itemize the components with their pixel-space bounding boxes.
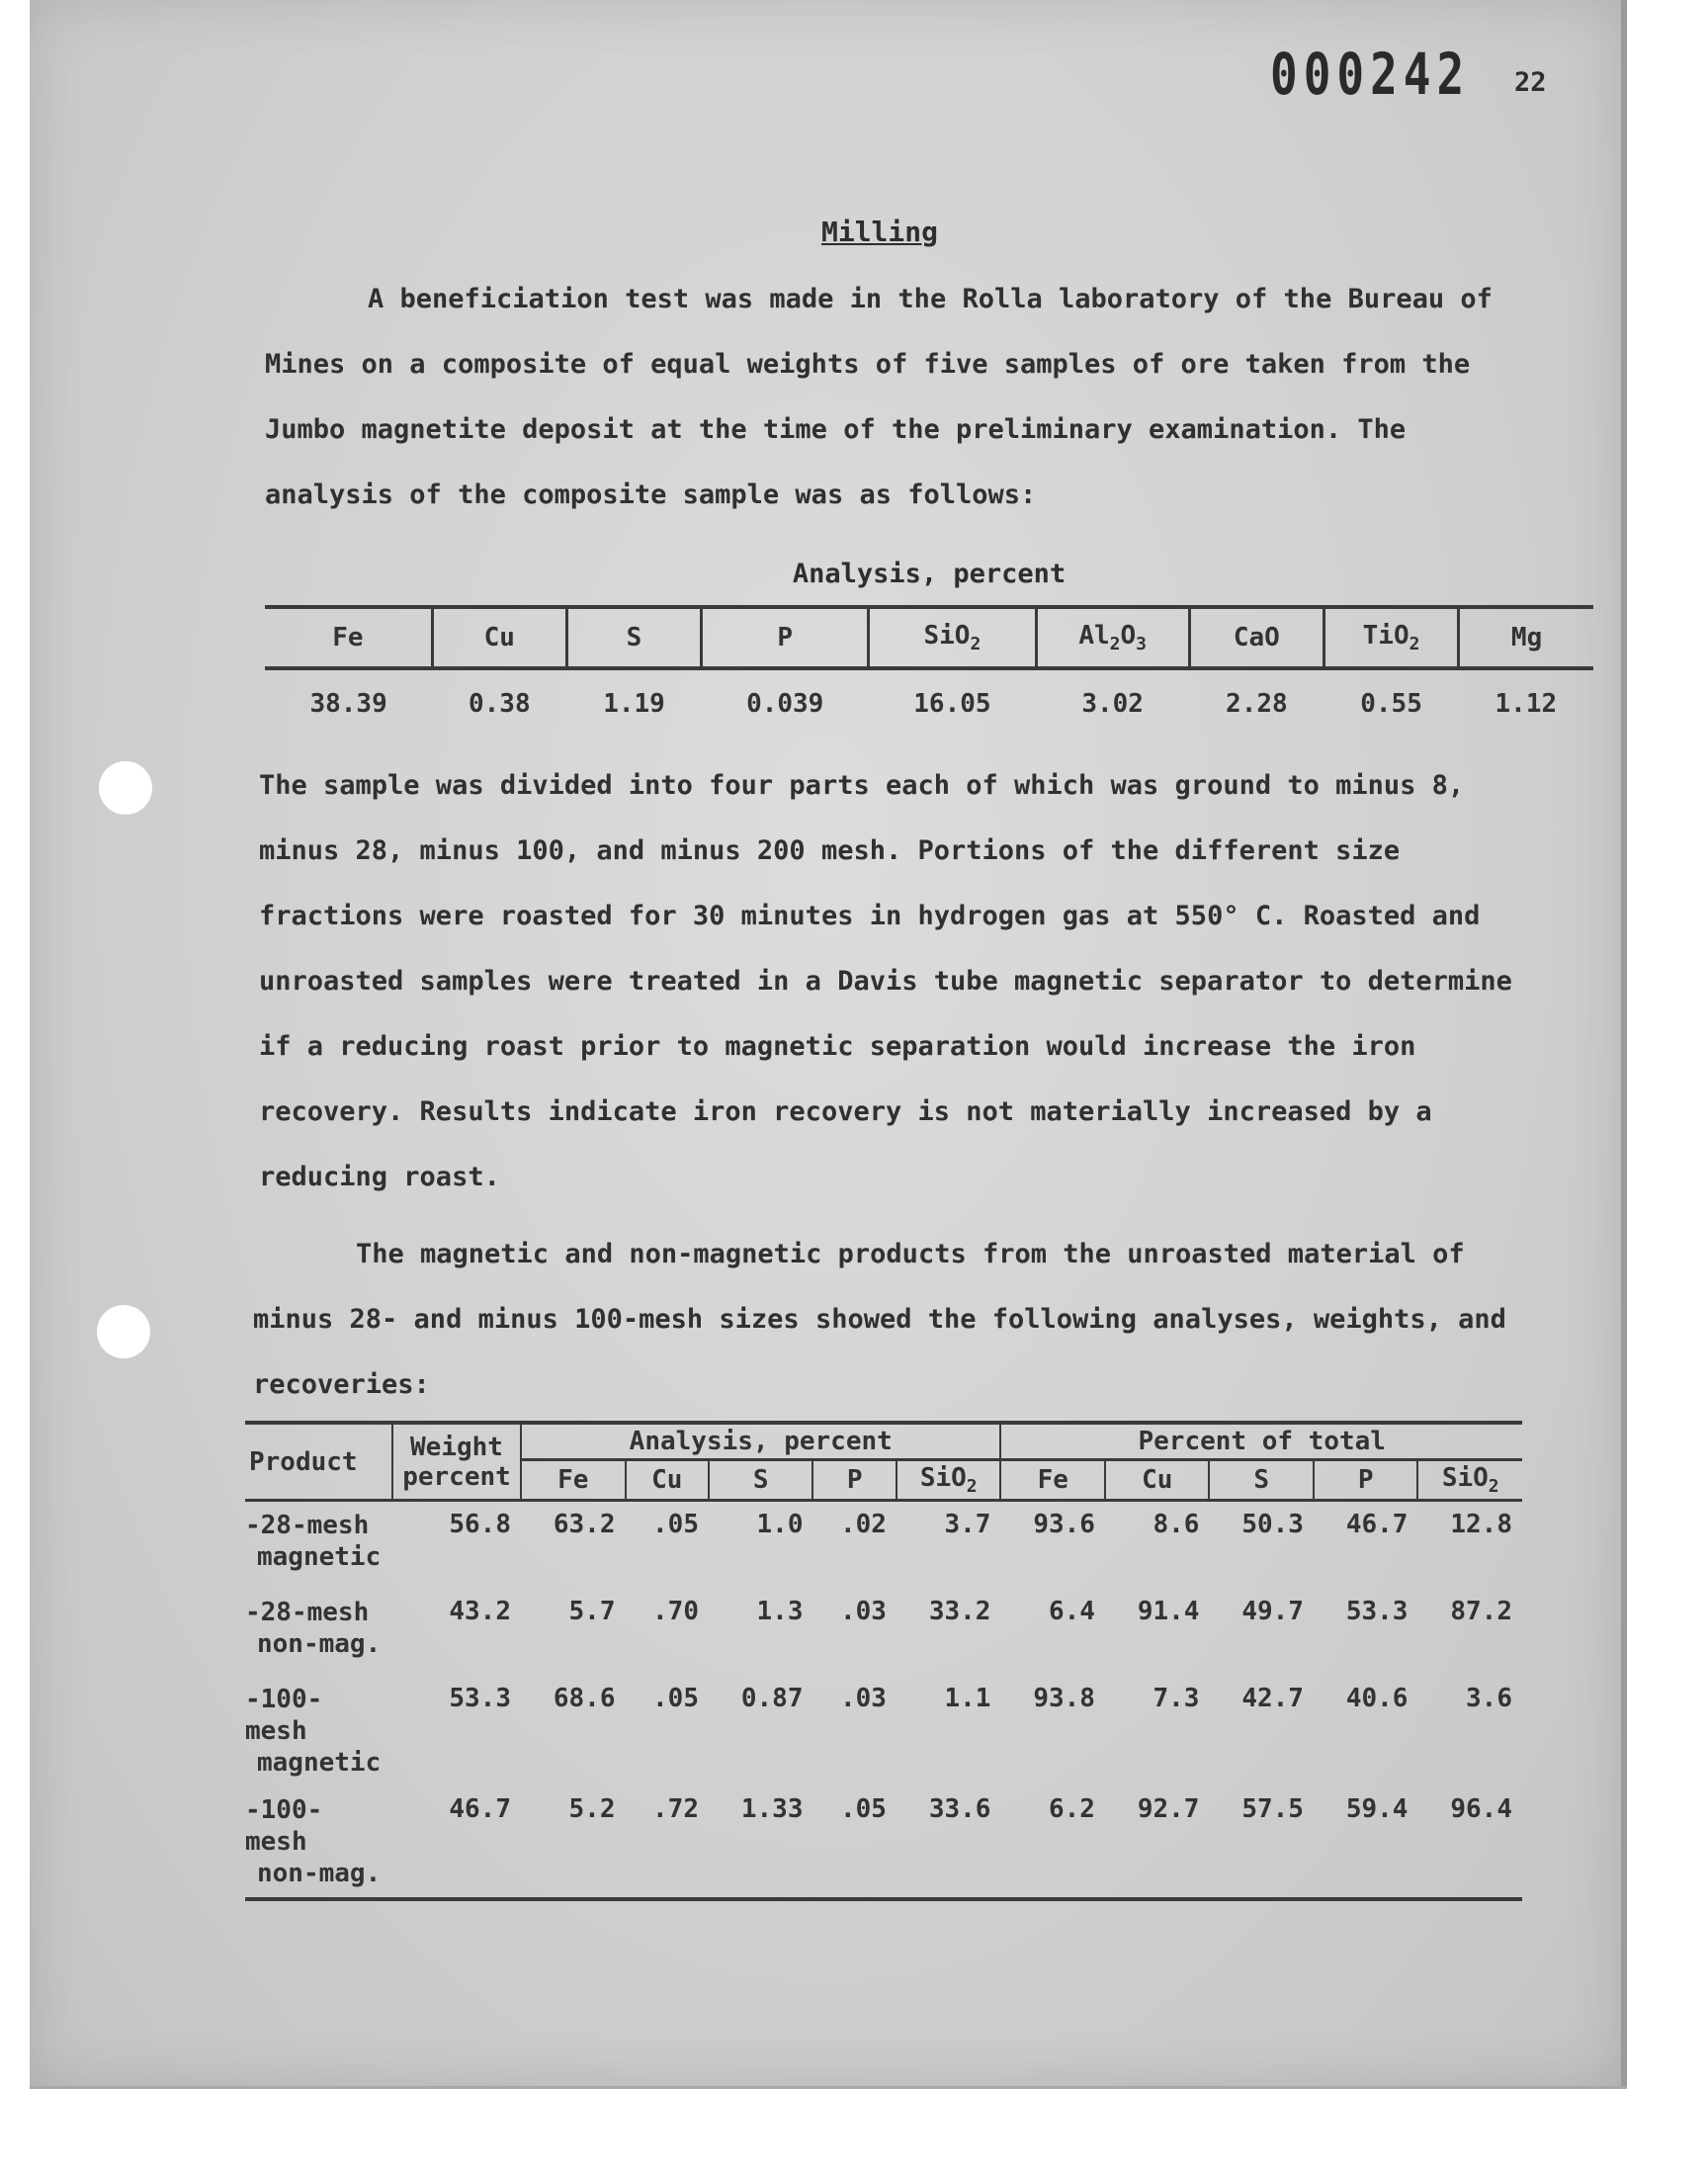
- analysis-header-0: Fe: [265, 607, 432, 668]
- analysis-header-8: Mg: [1459, 607, 1593, 668]
- analysis-header-3: P: [702, 607, 869, 668]
- analysis-header-6: CaO: [1189, 607, 1324, 668]
- analysis-col-cu: Cu: [626, 1460, 709, 1501]
- analysis-col-sio: SiO$_2$: [897, 1460, 1001, 1501]
- table-row: [245, 1589, 1522, 1676]
- analysis-value-2: 1.19: [603, 689, 665, 719]
- section-heading: Milling: [820, 216, 938, 248]
- total-cell: 87.2: [1450, 1597, 1512, 1627]
- analysis-header-sub: 2: [970, 634, 982, 655]
- analysis-header-7: TiO$_2$: [1324, 607, 1458, 668]
- total-cell: 91.4: [1137, 1597, 1200, 1627]
- product-type: magnetic: [257, 1748, 382, 1779]
- weight-cell: 53.3: [449, 1684, 511, 1714]
- product-cell: [245, 1501, 392, 1590]
- col-sub: 2: [966, 1476, 978, 1498]
- page-edge-bottom: [30, 2086, 1627, 2089]
- product-type: magnetic: [257, 1542, 382, 1573]
- header-product: Product: [245, 1423, 392, 1501]
- total-col-s: S: [1209, 1460, 1314, 1501]
- total-cell: 93.6: [1033, 1510, 1095, 1540]
- page-number: 22: [1514, 67, 1547, 98]
- total-cell: 96.4: [1450, 1794, 1512, 1825]
- total-cell: 3.6: [1466, 1684, 1512, 1714]
- header-analysis-percent: Analysis, percent: [521, 1423, 1000, 1460]
- header-percent-of-total: Percent of total: [1000, 1423, 1522, 1460]
- total-col-sio: SiO$_2$: [1417, 1460, 1522, 1501]
- analysis-cell: .03: [840, 1684, 887, 1714]
- analysis-cell: .70: [652, 1597, 699, 1627]
- analysis-cell: .02: [840, 1510, 887, 1540]
- paragraph-products-text: The magnetic and non-magnetic products from the unroasted material of minus 28- and minus 100-mesh sizes showed the following analyses, weights, and recoveries:: [253, 1239, 1506, 1400]
- products-header-row-1: [245, 1423, 1522, 1460]
- col-sub: 2: [1488, 1476, 1499, 1498]
- total-col-p: P: [1314, 1460, 1418, 1501]
- analysis-cell: .03: [840, 1597, 887, 1627]
- analysis-cell: .72: [652, 1794, 699, 1825]
- analysis-cell: 68.6: [553, 1684, 616, 1714]
- product-name: -100-mesh: [245, 1795, 323, 1858]
- product-name: -100-mesh: [245, 1685, 323, 1747]
- analysis-cell: .05: [652, 1510, 699, 1540]
- binder-hole-bottom: [97, 1305, 150, 1358]
- analysis-cell: 1.3: [756, 1597, 804, 1627]
- composite-analysis-caption: Analysis, percent: [792, 559, 1067, 589]
- analysis-header-1: Cu: [432, 607, 566, 668]
- analysis-cell: 3.7: [944, 1510, 991, 1540]
- product-type: non-mag.: [257, 1859, 382, 1889]
- total-cell: 42.7: [1241, 1684, 1304, 1714]
- analysis-cell: 5.7: [568, 1597, 616, 1627]
- total-cell: 12.8: [1450, 1510, 1512, 1540]
- paragraph-intro: [265, 267, 1520, 528]
- analysis-value-1: 0.38: [468, 689, 531, 719]
- products-table-body: [245, 1501, 1522, 1900]
- analysis-cell: 0.87: [740, 1684, 804, 1714]
- analysis-value-3: 0.039: [746, 689, 824, 719]
- analysis-col-fe: Fe: [521, 1460, 626, 1501]
- product-cell: [245, 1786, 392, 1899]
- products-analysis-table: [245, 1421, 1522, 1901]
- weight-cell: 56.8: [449, 1510, 511, 1540]
- analysis-col-s: S: [709, 1460, 813, 1501]
- paragraph-intro-text: A beneficiation test was made in the Rolla laboratory of the Bureau of Mines on a composite of equal weights of five samples of ore taken from the Jumbo magnetite deposit at the time of the preliminary examination. The analysis of the composite sample was as follows:: [265, 284, 1493, 510]
- table-row: [245, 1676, 1522, 1786]
- paragraph-products: [253, 1222, 1528, 1418]
- product-type: non-mag.: [257, 1629, 382, 1660]
- analysis-cell: 5.2: [568, 1794, 616, 1825]
- analysis-cell: .05: [840, 1794, 887, 1825]
- analysis-cell: 1.1: [944, 1684, 991, 1714]
- product-cell: [245, 1589, 392, 1676]
- analysis-value-4: 16.05: [913, 689, 991, 719]
- total-col-cu: Cu: [1105, 1460, 1210, 1501]
- total-cell: 49.7: [1241, 1597, 1304, 1627]
- header-weight-percent: Weight percent: [392, 1423, 521, 1501]
- analysis-cell: 63.2: [553, 1510, 616, 1540]
- analysis-header-5: $Al_2O_3$: [1036, 607, 1189, 668]
- analysis-value-5: 3.02: [1081, 689, 1144, 719]
- product-name: -28-mesh: [245, 1511, 370, 1541]
- composite-analysis-table: [265, 605, 1593, 738]
- total-cell: 93.8: [1033, 1684, 1095, 1714]
- analysis-col-p: P: [812, 1460, 896, 1501]
- analysis-cell: .05: [652, 1684, 699, 1714]
- analysis-cell: 1.33: [740, 1794, 804, 1825]
- analysis-cell: 1.0: [756, 1510, 804, 1540]
- analysis-header-sub: 3: [1136, 634, 1147, 655]
- composite-analysis-value-row: [265, 668, 1593, 738]
- total-cell: 40.6: [1345, 1684, 1409, 1714]
- table-row: [245, 1501, 1522, 1590]
- analysis-value-6: 2.28: [1226, 689, 1288, 719]
- total-cell: 92.7: [1137, 1794, 1200, 1825]
- analysis-cell: 33.6: [928, 1794, 991, 1825]
- analysis-header-sub: 2: [1109, 634, 1121, 655]
- binder-hole-top: [99, 761, 152, 815]
- total-cell: 7.3: [1153, 1684, 1200, 1714]
- analysis-value-7: 0.55: [1360, 689, 1422, 719]
- total-cell: 6.4: [1049, 1597, 1095, 1627]
- product-cell: [245, 1676, 392, 1786]
- analysis-cell: 33.2: [928, 1597, 991, 1627]
- total-cell: 57.5: [1241, 1794, 1304, 1825]
- total-cell: 59.4: [1345, 1794, 1409, 1825]
- document-number: 000242: [1270, 41, 1471, 108]
- total-col-fe: Fe: [1000, 1460, 1105, 1501]
- total-cell: 46.7: [1345, 1510, 1409, 1540]
- total-cell: 50.3: [1241, 1510, 1304, 1540]
- analysis-value-0: 38.39: [309, 689, 387, 719]
- total-cell: 6.2: [1049, 1794, 1095, 1825]
- weight-cell: 46.7: [449, 1794, 511, 1825]
- table-row: [245, 1786, 1522, 1899]
- analysis-header-4: SiO$_2$: [869, 607, 1036, 668]
- analysis-value-8: 1.12: [1494, 689, 1558, 719]
- analysis-header-2: S: [566, 607, 701, 668]
- composite-analysis-header-row: [265, 607, 1593, 668]
- total-cell: 8.6: [1153, 1510, 1200, 1540]
- paragraph-procedure: The sample was divided into four parts each of which was ground to minus 8, minus 28, minus 100, and minus 200 mesh. Portions of the different size fractions were roasted for 30 minutes in hydrogen gas at 550° C. Roasted and unroasted samples were treated in a Davis tube magnetic separator to determine if a reducing roast prior to magnetic separation would increase the iron recovery. Results indicate iron recovery is not materially increased by a reducing roast.: [259, 770, 1512, 1192]
- weight-cell: 43.2: [449, 1597, 511, 1627]
- analysis-header-sub: 2: [1409, 634, 1420, 655]
- total-cell: 53.3: [1345, 1597, 1409, 1627]
- product-name: -28-mesh: [245, 1598, 370, 1628]
- page-edge-right: [1621, 0, 1627, 2086]
